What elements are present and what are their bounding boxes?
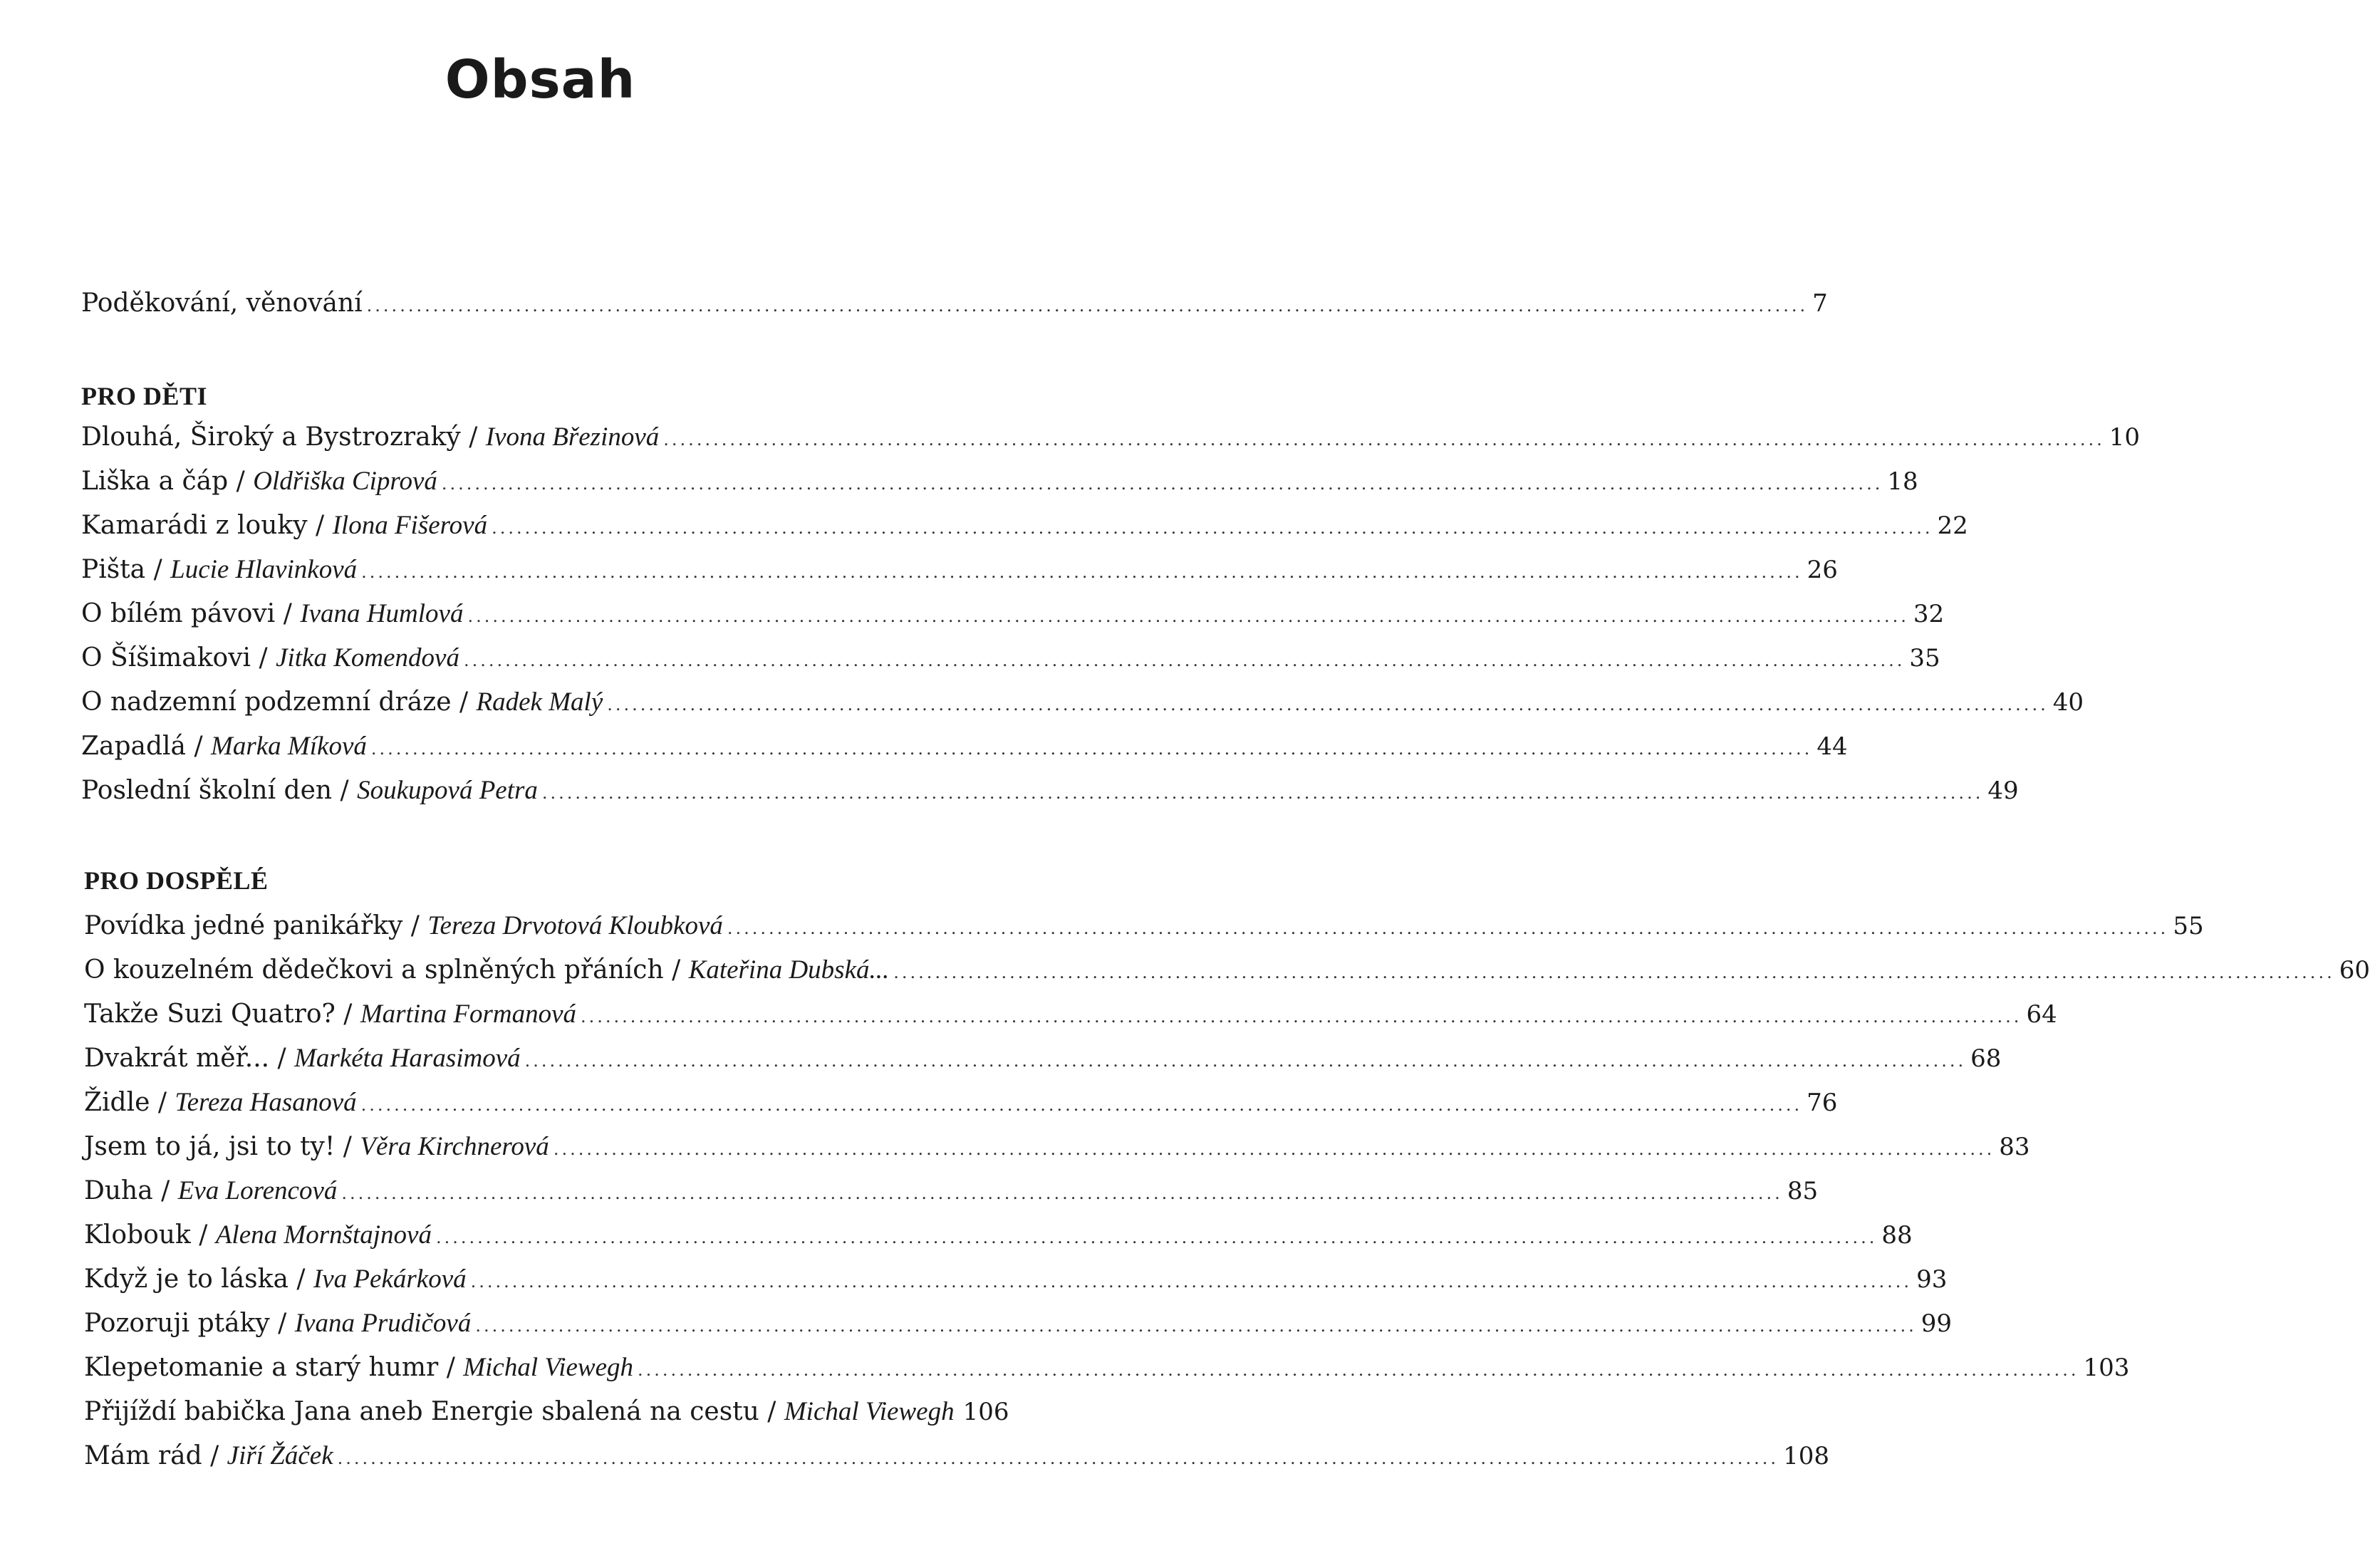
entry-title: Dlouhá, Široký a Bystrozraký bbox=[81, 422, 461, 452]
separator: / bbox=[202, 1441, 227, 1470]
separator: / bbox=[150, 1088, 175, 1117]
dot-leader: .............................................................................................................................................................................. bbox=[341, 1183, 1783, 1203]
page-number: 32 bbox=[1913, 600, 1945, 628]
toc-entry[interactable] bbox=[81, 464, 1918, 501]
dot-leader: .............................................................................................................................................................................. bbox=[893, 962, 2335, 982]
entry-author: Lucie Hlavinková bbox=[170, 555, 358, 584]
separator: / bbox=[460, 422, 486, 452]
page-number: 26 bbox=[1807, 556, 1838, 584]
entry-author: Ivona Březinová bbox=[485, 422, 660, 452]
entry-title: Klobouk bbox=[84, 1220, 191, 1250]
entry-title: Když je to láska bbox=[84, 1265, 289, 1294]
entry-title: Klepetomanie a starý humr bbox=[84, 1353, 439, 1382]
toc-entry[interactable] bbox=[84, 1042, 2002, 1078]
entry-author: Oldřiška Ciprová bbox=[253, 467, 437, 496]
toc-entry[interactable] bbox=[84, 1439, 1829, 1475]
dot-leader: .............................................................................................................................................................................. bbox=[607, 695, 2049, 715]
toc-entry[interactable] bbox=[84, 1174, 1819, 1210]
page-number: 88 bbox=[1881, 1221, 1913, 1250]
separator: / bbox=[269, 1044, 295, 1073]
entry-author: Markéta Harasimová bbox=[294, 1044, 521, 1073]
section-heading-pro-deti: PRO DĚTI bbox=[81, 382, 208, 410]
dot-leader: .............................................................................................................................................................................. bbox=[360, 1095, 1803, 1115]
entry-author: Jiří Žáček bbox=[227, 1441, 333, 1470]
entry-author: Kateřina Dubská... bbox=[688, 955, 890, 985]
separator: / bbox=[152, 1176, 178, 1205]
dot-leader: .............................................................................................................................................................................. bbox=[337, 1448, 1779, 1468]
page-number: 44 bbox=[1817, 732, 1848, 761]
entry-title: O Šíšimakovi bbox=[81, 643, 251, 673]
entry-title: Pozoruji ptáky bbox=[84, 1309, 270, 1338]
entry-title: Židle bbox=[84, 1088, 150, 1117]
entry-author: Tereza Hasanová bbox=[175, 1088, 357, 1117]
page-number: 64 bbox=[2026, 1000, 2057, 1029]
dot-leader: .............................................................................................................................................................................. bbox=[581, 1007, 2022, 1027]
entry-title: O nadzemní podzemní dráze bbox=[81, 687, 452, 717]
dot-leader: .............................................................................................................................................................................. bbox=[435, 1227, 1878, 1247]
page-number: 68 bbox=[1970, 1044, 2002, 1073]
separator: / bbox=[190, 1220, 216, 1250]
entry-author: Michal Viewegh bbox=[784, 1397, 955, 1426]
entry-author: Soukupová Petra bbox=[357, 776, 538, 805]
separator: / bbox=[438, 1353, 464, 1382]
dot-leader: .............................................................................................................................................................................. bbox=[463, 650, 1906, 670]
separator: / bbox=[145, 555, 171, 584]
entry-title: Liška a čáp bbox=[81, 467, 229, 496]
dot-leader: .............................................................................................................................................................................. bbox=[727, 918, 2169, 938]
entry-title: Povídka jedné panikářky bbox=[84, 911, 403, 940]
entry-author: Ilona Fišerová bbox=[332, 511, 488, 540]
toc-entry[interactable] bbox=[81, 641, 1940, 677]
toc-entry[interactable] bbox=[81, 553, 1838, 589]
entry-author: Radek Malý bbox=[476, 687, 603, 717]
toc-entry[interactable] bbox=[81, 774, 2019, 810]
page-number: 18 bbox=[1887, 467, 1918, 496]
toc-entry[interactable] bbox=[81, 730, 1848, 766]
entry-title: Jsem to já, jsi to ty! bbox=[84, 1132, 336, 1161]
dot-leader: .............................................................................................................................................................................. bbox=[638, 1360, 2079, 1380]
dot-leader: .............................................................................................................................................................................. bbox=[663, 430, 2105, 450]
entry-title: Pišta bbox=[81, 555, 146, 584]
toc-entry-intro[interactable] bbox=[81, 286, 1828, 323]
separator: / bbox=[332, 776, 358, 805]
separator: / bbox=[402, 911, 428, 940]
toc-entry[interactable] bbox=[81, 597, 1945, 633]
toc-entry[interactable] bbox=[84, 1351, 2130, 1387]
toc-entry[interactable] bbox=[84, 1307, 1953, 1343]
entry-author: Ivana Humlová bbox=[300, 599, 464, 628]
entry-title: Mám rád bbox=[84, 1441, 202, 1470]
dot-leader: .............................................................................................................................................................................. bbox=[467, 606, 1909, 626]
dot-leader: .............................................................................................................................................................................. bbox=[553, 1139, 1995, 1159]
dot-leader: .............................................................................................................................................................................. bbox=[441, 474, 1883, 494]
section-heading-pro-dospele: PRO DOSPĚLÉ bbox=[84, 866, 269, 895]
entry-title: Dvakrát měř... bbox=[84, 1044, 270, 1073]
entry-title: Přijíždí babička Jana aneb Energie sbalená na cestu bbox=[84, 1397, 759, 1426]
separator: / bbox=[251, 643, 276, 673]
dot-leader: .............................................................................................................................................................................. bbox=[524, 1051, 1967, 1071]
page-number: 93 bbox=[1916, 1265, 1948, 1294]
entry-title: Takže Suzi Quatro? bbox=[84, 1000, 336, 1029]
page-number: 49 bbox=[1987, 777, 2019, 805]
page-number: 35 bbox=[1909, 644, 1940, 673]
page-number: 7 bbox=[1812, 289, 1828, 318]
toc-entry[interactable] bbox=[81, 420, 2140, 457]
entry-title: Kamarádi z louky bbox=[81, 511, 308, 540]
separator: / bbox=[451, 687, 477, 717]
dot-leader: .............................................................................................................................................................................. bbox=[470, 1272, 1913, 1292]
toc-entry[interactable] bbox=[84, 1395, 1007, 1431]
page-number: 106 bbox=[962, 1398, 1009, 1426]
entry-title: O bílém pávovi bbox=[81, 599, 276, 628]
page-number: 60 bbox=[2339, 956, 2370, 985]
dot-leader: .............................................................................................................................................................................. bbox=[361, 562, 1803, 582]
dot-leader: .............................................................................................................................................................................. bbox=[541, 783, 1984, 803]
page-number: 76 bbox=[1807, 1089, 1838, 1117]
separator: / bbox=[186, 732, 212, 761]
toc-entry[interactable] bbox=[84, 909, 2204, 945]
separator: / bbox=[335, 1132, 360, 1161]
page-number: 99 bbox=[1921, 1309, 1953, 1338]
page-number: 55 bbox=[2173, 912, 2204, 940]
dot-leader: .............................................................................................................................................................................. bbox=[492, 518, 1933, 538]
entry-author: Věra Kirchnerová bbox=[360, 1132, 549, 1161]
toc-entry[interactable] bbox=[81, 685, 2084, 722]
entry-author: Iva Pekárková bbox=[313, 1265, 467, 1294]
entry-title: Zapadlá bbox=[81, 732, 187, 761]
toc-entry[interactable] bbox=[84, 1262, 1948, 1299]
page-number: 40 bbox=[2052, 688, 2084, 717]
dot-leader: .............................................................................................................................................................................. bbox=[370, 739, 1813, 759]
dot-leader: .............................................................................................................................................................................. bbox=[366, 296, 1809, 316]
separator: / bbox=[759, 1397, 784, 1426]
entry-title: Duha bbox=[84, 1176, 153, 1205]
page-number: 108 bbox=[1783, 1442, 1829, 1470]
entry-author: Tereza Drvotová Kloubková bbox=[427, 911, 723, 940]
page-number: 85 bbox=[1787, 1177, 1819, 1205]
page-number: 83 bbox=[1999, 1133, 2030, 1161]
separator: / bbox=[663, 955, 689, 985]
separator: / bbox=[228, 467, 254, 496]
entry-author: Eva Lorencová bbox=[177, 1176, 338, 1205]
toc-entry[interactable] bbox=[84, 1218, 1913, 1255]
separator: / bbox=[269, 1309, 295, 1338]
page-title: Obsah bbox=[445, 49, 636, 110]
entry-author: Alena Mornštajnová bbox=[215, 1220, 432, 1250]
page-number: 103 bbox=[2083, 1354, 2130, 1382]
toc-entry[interactable] bbox=[84, 997, 2057, 1034]
separator: / bbox=[288, 1265, 313, 1294]
entry-title: Poděkování, věnování bbox=[81, 289, 363, 318]
entry-title: O kouzelném dědečkovi a splněných přáních bbox=[84, 955, 664, 985]
entry-author: Michal Viewegh bbox=[463, 1353, 634, 1382]
separator: / bbox=[307, 511, 333, 540]
toc-entry[interactable] bbox=[84, 953, 2370, 990]
entry-author: Martina Formanová bbox=[360, 1000, 576, 1029]
entry-author: Jitka Komendová bbox=[276, 643, 459, 673]
toc-entry[interactable] bbox=[84, 1130, 2030, 1166]
separator: / bbox=[275, 599, 301, 628]
dot-leader: .............................................................................................................................................................................. bbox=[475, 1316, 1917, 1336]
toc-entry[interactable] bbox=[84, 1086, 1838, 1122]
entry-author: Ivana Prudičová bbox=[294, 1309, 472, 1338]
entry-author: Marka Míková bbox=[211, 732, 367, 761]
page-number: 10 bbox=[2109, 423, 2140, 452]
toc-entry[interactable] bbox=[81, 509, 1968, 545]
page-number: 22 bbox=[1937, 512, 1968, 540]
separator: / bbox=[335, 1000, 360, 1029]
entry-title: Poslední školní den bbox=[81, 776, 333, 805]
